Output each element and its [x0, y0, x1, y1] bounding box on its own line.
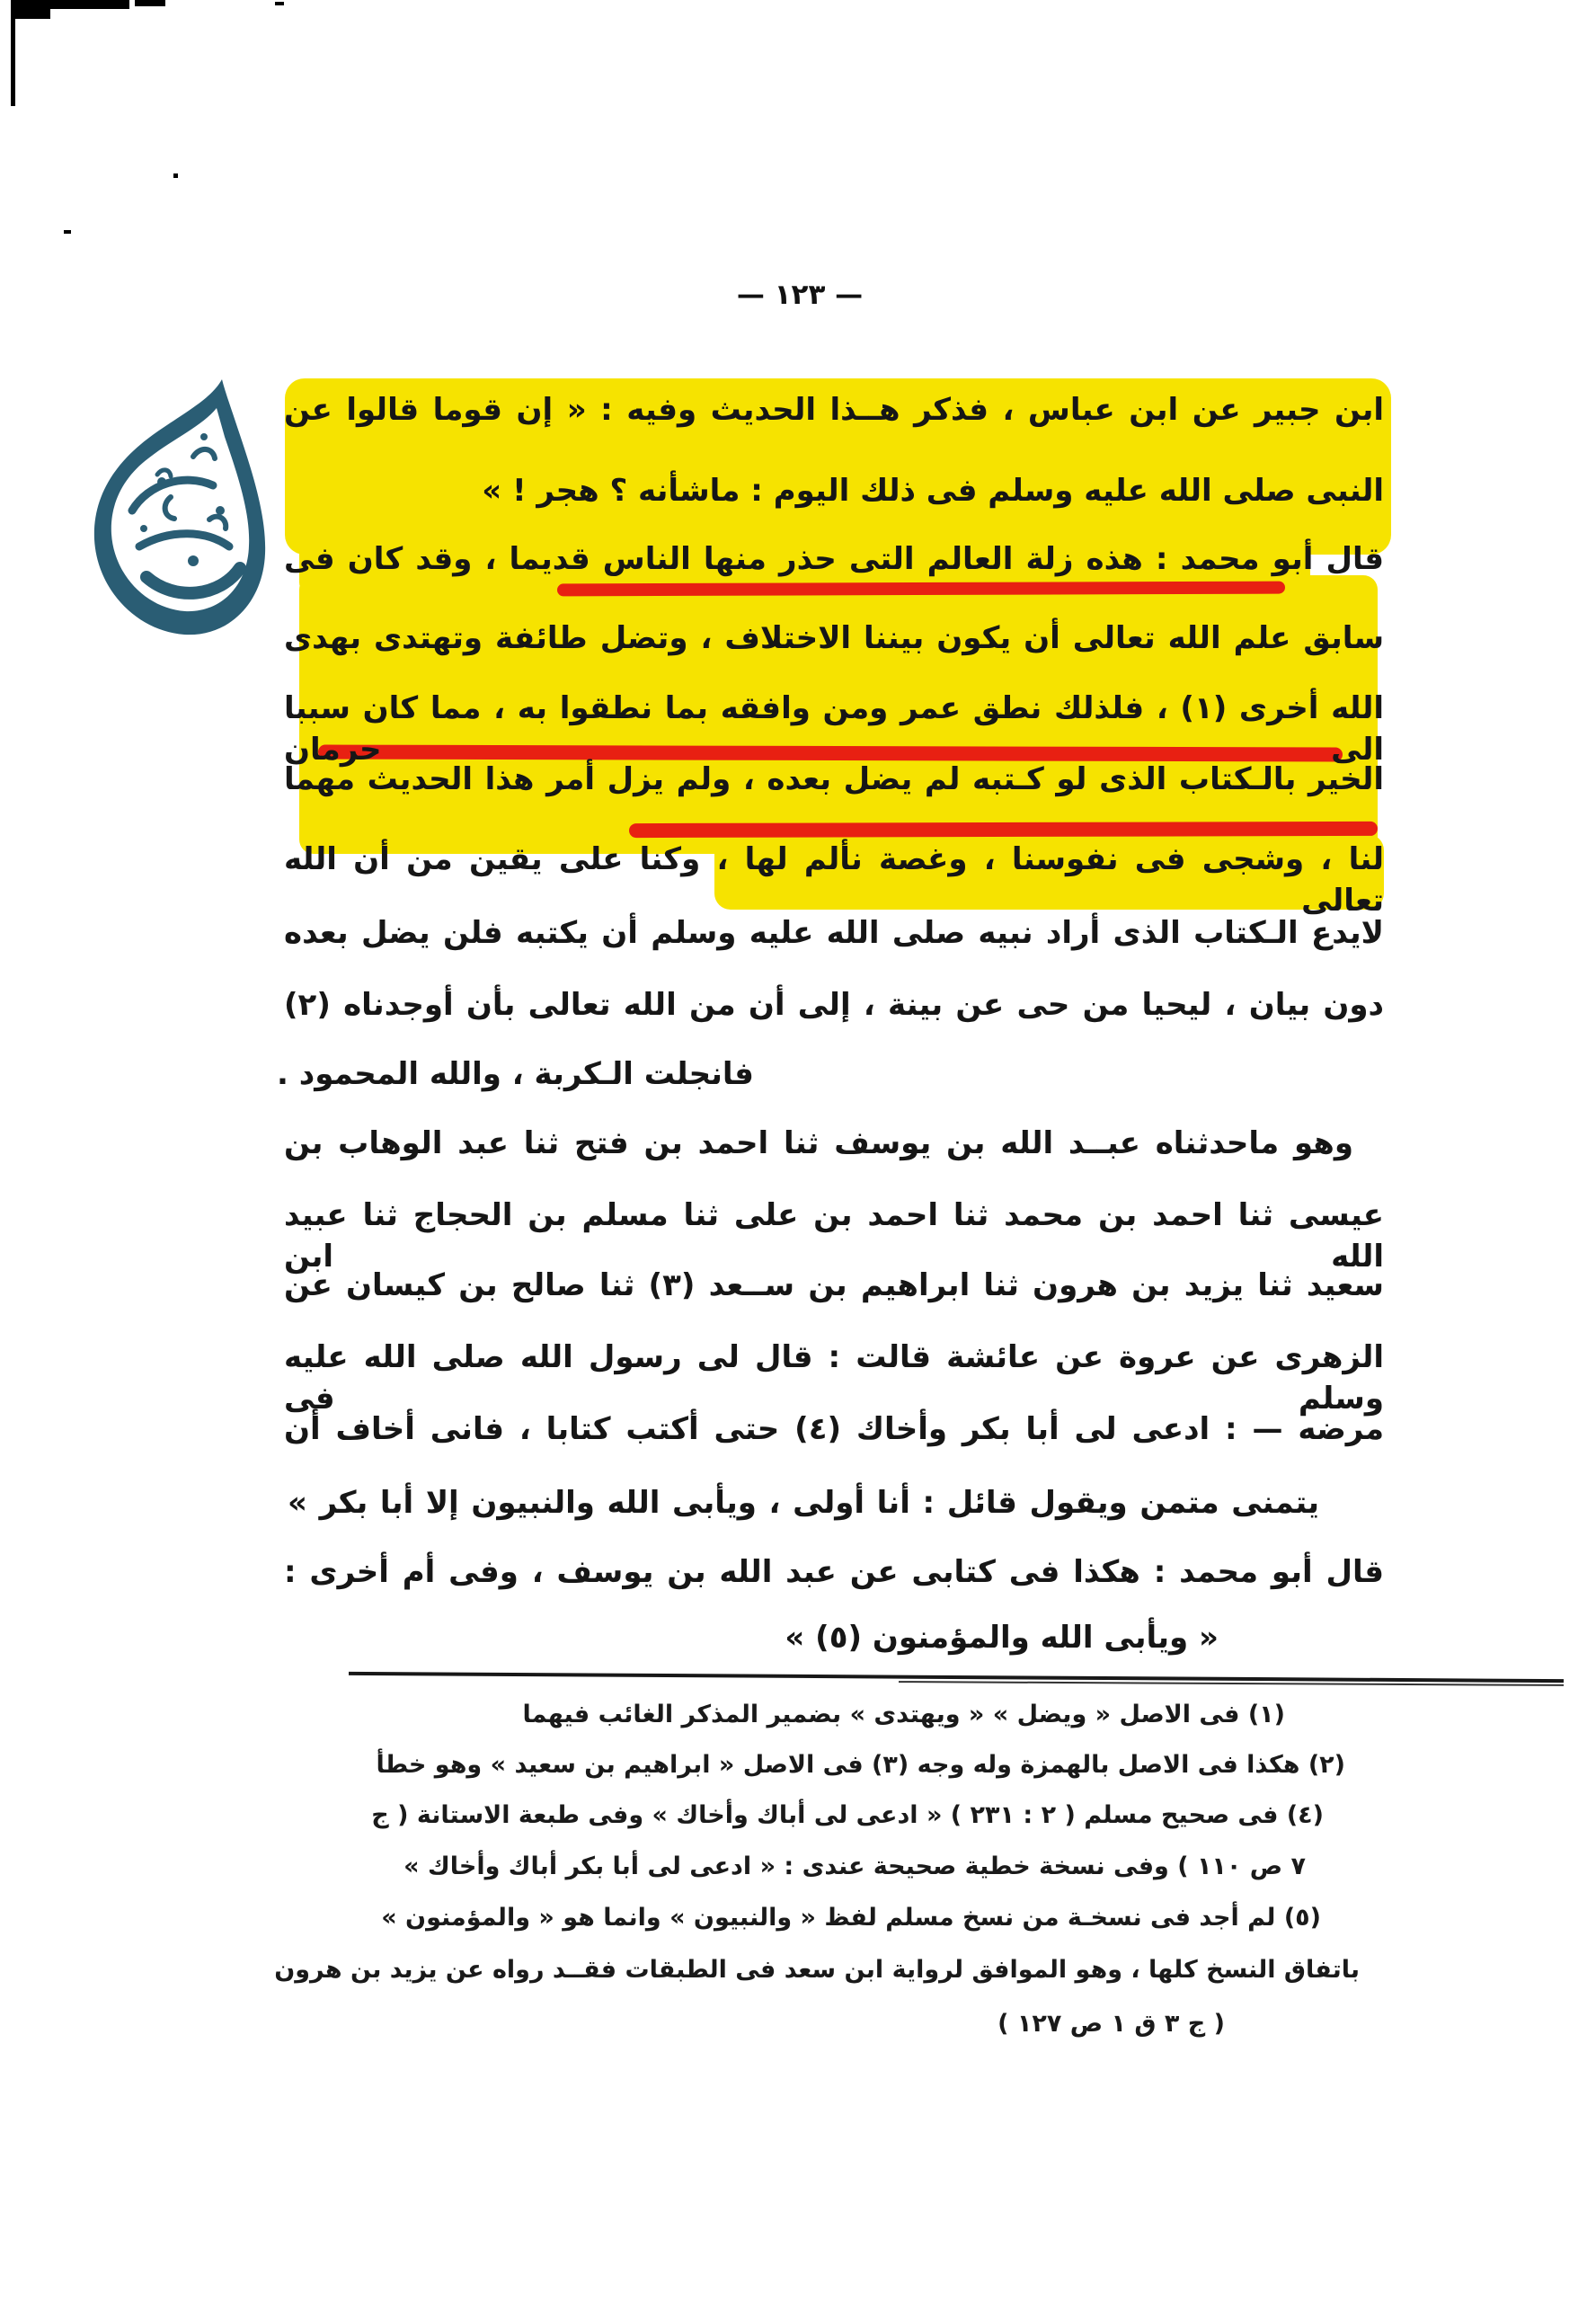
- body-line: النبى صلى الله عليه وسلم فى ذلك اليوم : ماشأنه ؟ هجر ! »: [482, 473, 1384, 509]
- body-line: قال أبو محمد : هكذا فى كتابى عن عبد الله بن يوسف ، وفى أم أخرى :: [284, 1554, 1384, 1590]
- body-line: « ويأبى الله والمؤمنون (٥) »: [785, 1620, 1219, 1656]
- body-line: دون بيان ، ليحيا من حى عن بينة ، إلى أن من الله تعالى بأن أوجدناه (٢): [284, 987, 1384, 1023]
- body-line: الله أخرى (١) ، فلذلك نطق عمر ومن وافقه بما نطقوا به ، مما كان سببا الى حرمان: [284, 690, 1384, 768]
- footnote-line: (٤) فى صحيح مسلم ( ٢ : ٢٣١ ) « ادعى لى أباك وأخاك » وفى طبعة الاستانة ( ج: [371, 1801, 1324, 1829]
- body-line: سعيد ثنا يزيد بن هرون ثنا ابراهيم بن ســعد (٣) ثنا صالح بن كيسان عن: [284, 1267, 1384, 1303]
- scan-speck: [173, 173, 178, 178]
- body-line: عيسى ثنا احمد بن محمد ثنا احمد بن على ثنا مسلم بن الحجاج ثنا عبيد الله ابن: [284, 1197, 1384, 1275]
- body-line: قال أبو محمد : هذه زلة العالم التى حذر منها الناس قديما ، وقد كان فى: [284, 541, 1384, 577]
- scan-speck: [64, 230, 71, 234]
- body-line: فانجلت الـكربة ، والله المحمود .: [277, 1056, 754, 1092]
- scan-artifact-corner-bar-2: [135, 0, 165, 6]
- body-line: لنا ، وشجى فى نفوسنا ، وغصة نألم لها ، وكنا على يقين من أن الله تعالى: [284, 841, 1384, 919]
- red-underline-3: [629, 822, 1378, 838]
- footnote-line: ( ج ٣ ق ١ ص ١٢٧ ): [998, 2010, 1225, 2038]
- scan-artifact-corner-bar-thick: [11, 0, 50, 19]
- body-line: الزهرى عن عروة عن عائشة قالت : قال لى رسول الله صلى الله عليه وسلم فى: [284, 1339, 1384, 1417]
- scan-speck: [275, 2, 284, 5]
- footnote-line: (١) فى الاصل « ويضل » « ويهتدى » بضمير المذكر الغائب فيهما: [522, 1701, 1285, 1728]
- footnote-line: ٧ ص ١١٠ ) وفى نسخة خطية صحيحة عندى : « ادعى لى أبا بكر أباك وأخاك »: [403, 1852, 1306, 1880]
- footnote-line: (٢) هكذا فى الاصل بالهمزة وله وجه (٣) فى الاصل « ابراهيم بن سعيد » وهو خطأ: [376, 1751, 1345, 1779]
- body-line: لايدع الـكتاب الذى أراد نبيه صلى الله عليه وسلم أن يكتبه فلن يضل بعده: [284, 915, 1384, 951]
- body-line: وهو ماحدثناه عبــد الله بن يوسف ثنا احمد بن فتح ثنا عبد الوهاب بن: [284, 1125, 1353, 1161]
- body-line: سابق علم الله تعالى أن يكون بيننا الاختلاف ، وتضل طائفة وتهتدى بهدى: [284, 620, 1384, 656]
- calligraphic-teardrop-watermark: [85, 376, 270, 641]
- page-number: — ١٢٣ —: [736, 279, 864, 311]
- body-line: مرضه — : ادعى لى أبا بكر وأخاك (٤) حتى أكتب كتابا ، فانى أخاف أن: [284, 1411, 1384, 1447]
- body-line: ابن جبير عن ابن عباس ، فذكر هــذا الحديث وفيه : « إن قوما قالوا عن: [284, 392, 1384, 428]
- body-line: الخير بالـكتاب الذى لو كـتبه لم يضل بعده ، ولم يزل أمر هذا الحديث مهما: [284, 761, 1384, 797]
- footnote-line: باتفاق النسخ كلها ، وهو الموافق لرواية ابن سعد فى الطبقات فقــد رواه عن يزيد بن هرون: [274, 1956, 1360, 1984]
- scan-artifact-left-edge: [11, 0, 15, 106]
- body-line: يتمنى متمن ويقول قائل : أنا أولى ، ويأبى الله والنبيون إلا أبا بكر »: [288, 1485, 1319, 1521]
- footnote-line: (٥) لم أجد فى نسخـة من نسخ مسلم لفظ « والنبيون » وانما هو « والمؤمنون »: [381, 1904, 1321, 1932]
- red-underline-1: [557, 582, 1285, 597]
